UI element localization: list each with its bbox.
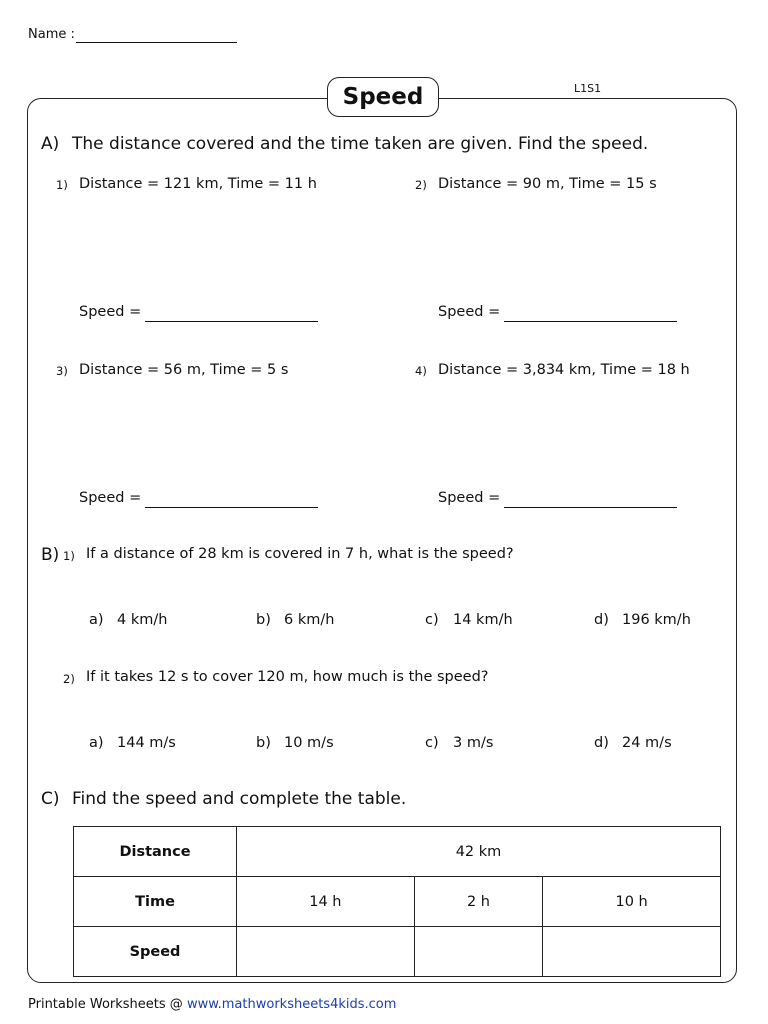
speed-answer-label: Speed = xyxy=(438,490,501,506)
speed-table xyxy=(73,826,721,977)
question-text: If it takes 12 s to cover 120 m, how much is the speed? xyxy=(86,669,489,685)
answer-option[interactable]: a) 4 km/h xyxy=(89,612,168,628)
answer-option[interactable]: b) 6 km/h xyxy=(256,612,335,628)
problem-number: 3) xyxy=(56,364,68,378)
name-label: Name : xyxy=(28,27,75,42)
question-number: 2) xyxy=(63,672,75,686)
table-row xyxy=(74,927,721,977)
speed-answer-line[interactable] xyxy=(504,507,677,508)
problem-text: Distance = 56 m, Time = 5 s xyxy=(79,362,289,378)
answer-option[interactable]: a) 144 m/s xyxy=(89,735,176,751)
section-a-instruction: The distance covered and the time taken are given. Find the speed. xyxy=(72,134,649,154)
problem-number: 4) xyxy=(415,364,427,378)
row-header-time: Time xyxy=(74,877,237,927)
time-cell: 10 h xyxy=(543,877,721,927)
speed-answer-cell[interactable] xyxy=(414,927,542,977)
distance-cell: 42 km xyxy=(237,827,721,877)
problem-number: 2) xyxy=(415,178,427,192)
section-c-letter: C) xyxy=(41,789,60,809)
speed-answer-label: Speed = xyxy=(438,304,501,320)
speed-answer-cell[interactable] xyxy=(543,927,721,977)
question-text: If a distance of 28 km is covered in 7 h, what is the speed? xyxy=(86,546,514,562)
speed-answer-line[interactable] xyxy=(145,507,318,508)
section-a-letter: A) xyxy=(41,134,60,154)
time-cell: 14 h xyxy=(237,877,415,927)
section-c-instruction: Find the speed and complete the table. xyxy=(72,789,407,809)
answer-option[interactable]: c) 14 km/h xyxy=(425,612,513,628)
answer-option[interactable]: d) 24 m/s xyxy=(594,735,672,751)
worksheet-code: L1S1 xyxy=(574,82,602,95)
problem-text: Distance = 90 m, Time = 15 s xyxy=(438,176,657,192)
answer-option[interactable]: c) 3 m/s xyxy=(425,735,494,751)
speed-answer-label: Speed = xyxy=(79,304,142,320)
speed-answer-line[interactable] xyxy=(145,321,318,322)
footer-link[interactable]: www.mathworksheets4kids.com xyxy=(186,997,397,1012)
footer xyxy=(28,997,396,1012)
time-cell: 2 h xyxy=(414,877,542,927)
row-header-distance: Distance xyxy=(74,827,237,877)
problem-text: Distance = 121 km, Time = 11 h xyxy=(79,176,317,192)
answer-option[interactable]: b) 10 m/s xyxy=(256,735,334,751)
table-row xyxy=(74,827,721,877)
name-field-line[interactable] xyxy=(76,42,237,43)
answer-option[interactable]: d) 196 km/h xyxy=(594,612,691,628)
section-b-letter: B) xyxy=(41,545,60,565)
speed-answer-line[interactable] xyxy=(504,321,677,322)
question-number: 1) xyxy=(63,549,75,563)
speed-answer-cell[interactable] xyxy=(237,927,415,977)
table-row xyxy=(74,877,721,927)
problem-text: Distance = 3,834 km, Time = 18 h xyxy=(438,362,690,378)
speed-answer-label: Speed = xyxy=(79,490,142,506)
footer-prefix: Printable Worksheets @ xyxy=(28,997,187,1012)
row-header-speed: Speed xyxy=(74,927,237,977)
problem-number: 1) xyxy=(56,178,68,192)
page-title: Speed xyxy=(327,77,439,117)
